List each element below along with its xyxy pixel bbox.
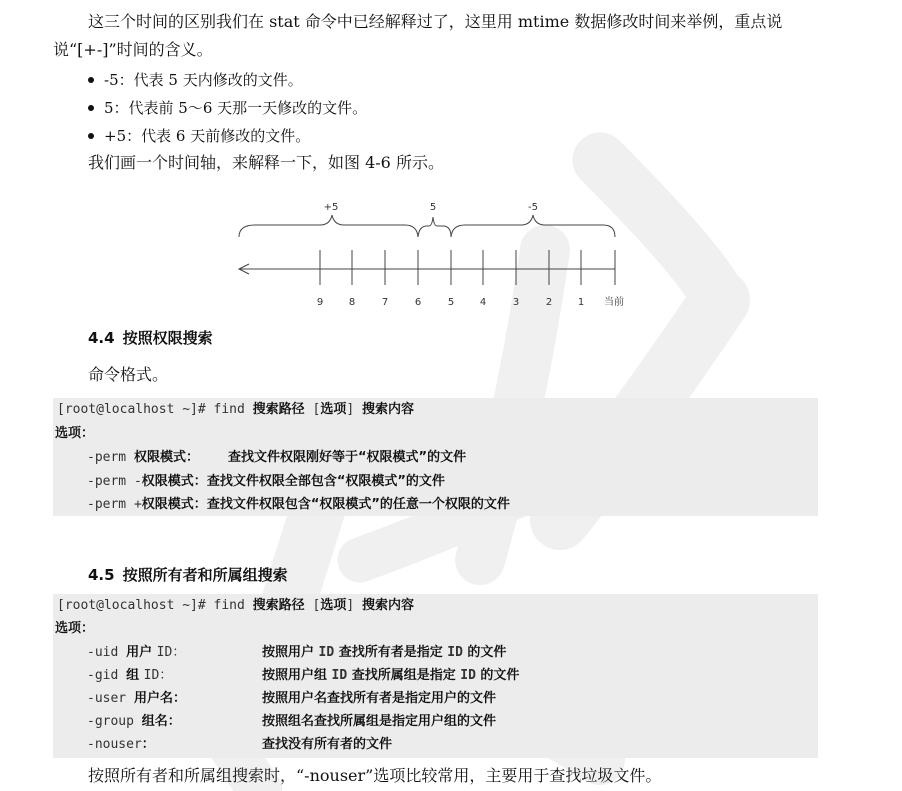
section-heading-4-5: 4.5 按照所有者和所属组搜索 xyxy=(88,566,288,584)
option-desc: 按照用户组 ID 查找所属组是指定 ID 的文件 xyxy=(262,668,520,683)
option-desc: 按照组名查找所属组是指定用户组的文件 xyxy=(262,714,497,729)
option-row: -uid 用户 ID： xyxy=(87,645,186,660)
option-desc: 查找没有所有者的文件 xyxy=(262,737,393,752)
section-heading-4-4: 4.4 按照权限搜索 xyxy=(88,329,213,347)
timeline-figure xyxy=(225,195,645,315)
tick-label: 6 xyxy=(414,297,422,308)
option-row: -perm -权限模式：查找文件权限全部包含“权限模式”的文件 xyxy=(87,474,445,489)
option-row: -perm 权限模式： xyxy=(87,450,199,465)
bullet-item: 5：代表前 5～6 天那一天修改的文件。 xyxy=(88,97,367,119)
command-line: [root@localhost ~]# find 搜索路径 [选项] 搜索内容 xyxy=(57,598,415,613)
bullet-dot-icon xyxy=(88,133,94,139)
options-label: 选项： xyxy=(55,426,95,441)
options-label: 选项： xyxy=(55,621,95,636)
option-row: -gid 组 ID： xyxy=(87,668,173,683)
format-label: 命令格式。 xyxy=(88,365,169,384)
brace-label-minus5: -5 xyxy=(528,202,538,213)
option-row: -nouser： xyxy=(87,737,155,752)
option-row: -user 用户名： xyxy=(87,691,186,706)
intro-line-2: 说“[+-]”时间的含义。 xyxy=(53,40,213,59)
tick-label: 4 xyxy=(479,297,487,308)
tick-label: 2 xyxy=(545,297,553,308)
intro-line-1: 这三个时间的区别我们在 stat 命令中已经解释过了，这里用 mtime 数据修改时间来举例，重点说 xyxy=(88,12,783,31)
option-desc: 按照用户 ID 查找所有者是指定 ID 的文件 xyxy=(262,645,507,660)
tick-label: 8 xyxy=(348,297,356,308)
tick-label: 9 xyxy=(316,297,324,308)
code-block-perm xyxy=(53,398,818,516)
option-row: -group 组名： xyxy=(87,714,181,729)
option-desc: 查找文件权限刚好等于“权限模式”的文件 xyxy=(228,450,467,465)
option-row: -perm +权限模式：查找文件权限包含“权限模式”的任意一个权限的文件 xyxy=(87,497,510,512)
code-block-owner xyxy=(53,594,818,758)
brace-label-5: 5 xyxy=(429,202,437,213)
option-desc: 按照用户名查找所有者是指定用户的文件 xyxy=(262,691,497,706)
tick-label: 3 xyxy=(512,297,520,308)
bullet-item: -5：代表 5 天内修改的文件。 xyxy=(88,69,303,91)
bullet-item: +5：代表 6 天前修改的文件。 xyxy=(88,125,310,147)
bullet-dot-icon xyxy=(88,77,94,83)
bullet-dot-icon xyxy=(88,105,94,111)
timeline-caption: 我们画一个时间轴，来解释一下，如图 4-6 所示。 xyxy=(88,153,444,172)
footer-paragraph: 按照所有者和所属组搜索时，“-nouser”选项比较常用，主要用于查找垃圾文件。 xyxy=(88,766,662,785)
tick-label: 1 xyxy=(577,297,585,308)
brace-label-plus5: +5 xyxy=(323,202,339,213)
command-line: [root@localhost ~]# find 搜索路径 [选项] 搜索内容 xyxy=(57,402,415,417)
tick-label: 7 xyxy=(381,297,389,308)
tick-label-now: 当前 xyxy=(604,297,624,308)
tick-label: 5 xyxy=(447,297,455,308)
